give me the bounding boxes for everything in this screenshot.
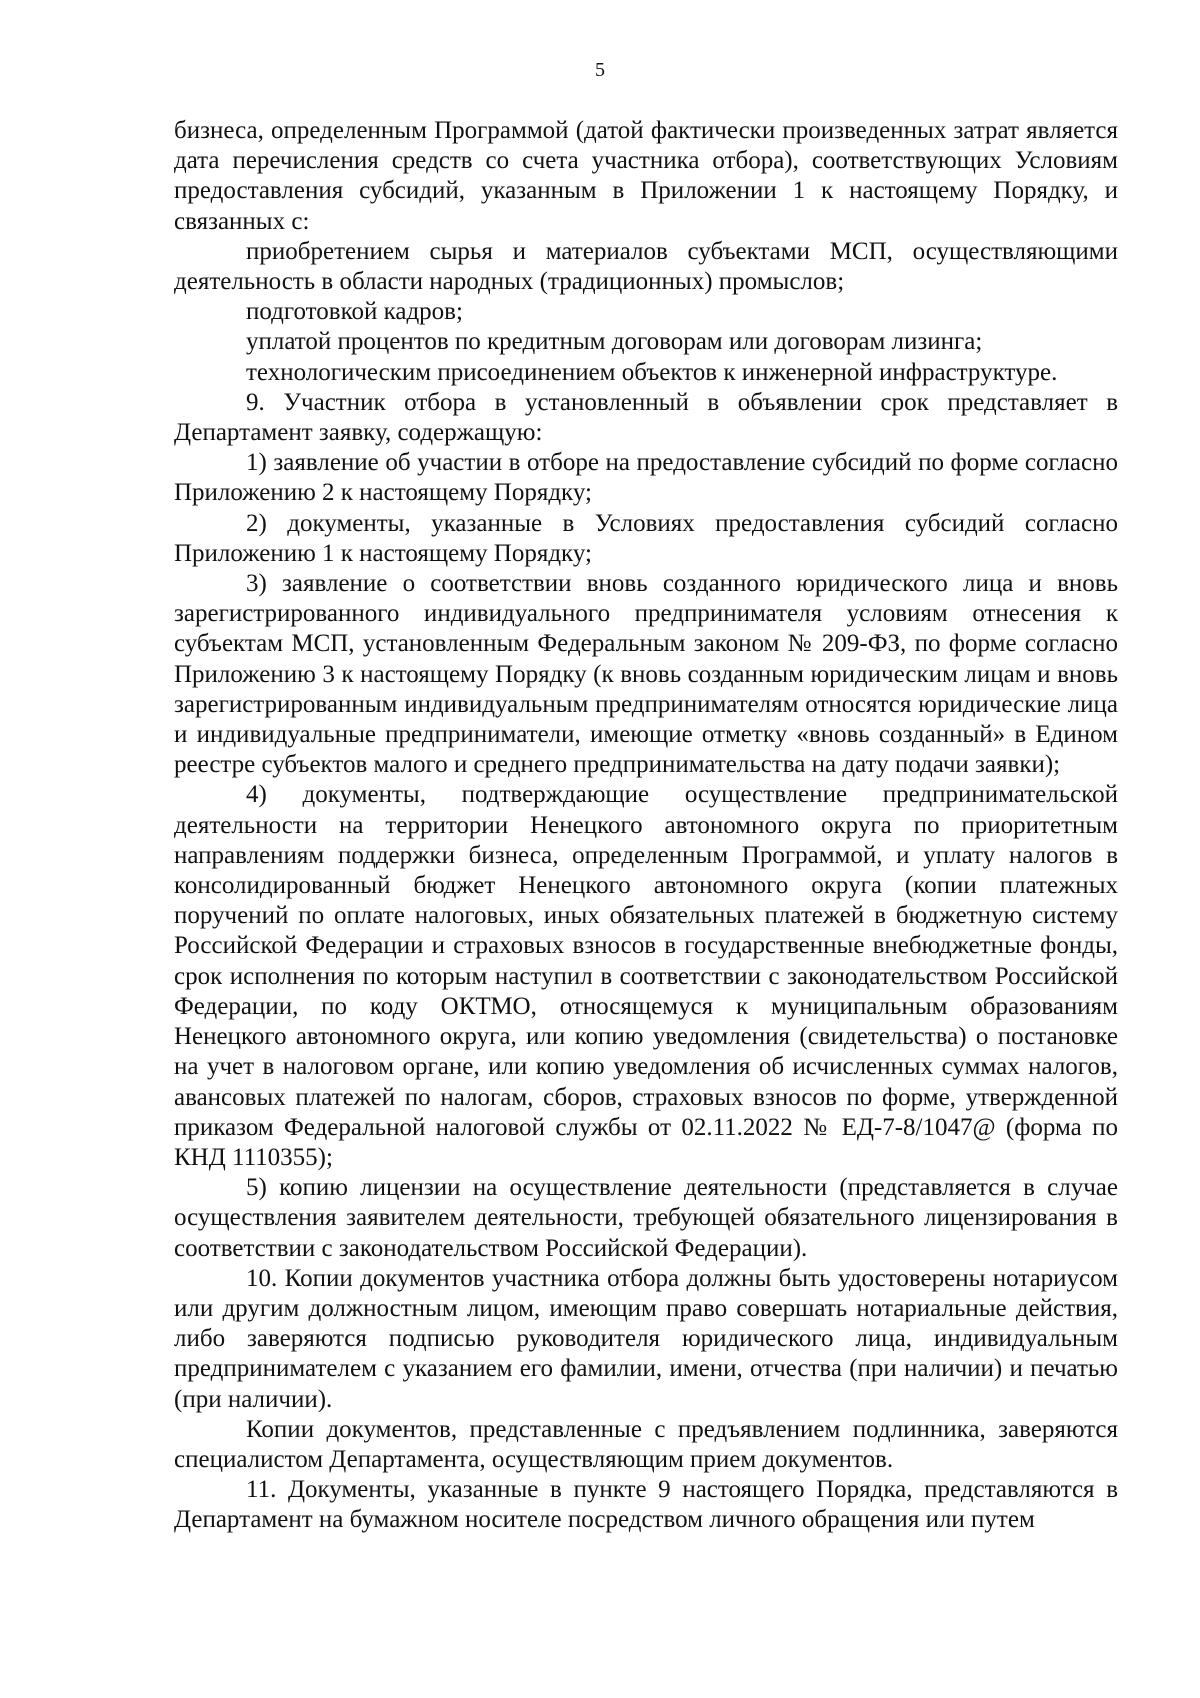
list-item-5: 5) копию лицензии на осуществление деятельности (представляется в случае осуществления заявителем деятельности, требующей обязательного лицензирования в соответствии с законодательством Российской Федерации). (174, 1174, 1118, 1262)
clause-9: 9. Участник отбора в установленный в объявлении срок представляет в Департамент заявку, содержащую: (174, 388, 1118, 447)
paragraph: подготовкой кадров; (246, 298, 463, 326)
page-number: 5 (595, 59, 605, 81)
clause-10: 10. Копии документов участника отбора должны быть удостоверены нотариусом или другим должностным лицом, имеющим право совершать нотариальные действия, либо заверяются подписью руководителя юридического лица, индивидуальным предпринимателем с указанием его фамилии, имени, отчества (при наличии) и печатью (при наличии). (174, 1264, 1118, 1413)
list-item-1: 1) заявление об участии в отборе на предоставление субсидий по форме согласно Приложению 2 к настоящему Порядку; (174, 449, 1118, 507)
paragraph: приобретением сырья и материалов субъектами МСП, осуществляющими деятельность в области народных (традиционных) промыслов; (174, 237, 1118, 296)
paragraph: технологическим присоединением объектов к инженерной инфраструктуре. (246, 358, 1058, 386)
document-body (174, 116, 1118, 1536)
list-item-4: 4) документы, подтверждающие осуществление предпринимательской деятельности на территории Ненецкого автономного округа по приоритетным направлениям поддержки бизнеса, определенным Программой, и уплату налогов в консолидированный бюджет Ненецкого автономного округа (копии платежных поручений по оплате налоговых, иных обязательных платежей в бюджетную систему Российской Федерации и страховых взносов в государственные внебюджетные фонды, срок исполнения по которым наступил в соответствии с законодательством Российской Федерации, по коду ОКТМО, относящемуся к муниципальным образованиям Ненецкого автономного округа, или копию уведомления (свидетельства) о постановке на учет в налоговом органе, или копию уведомления об исчисленных суммах налогов, авансовых платежей по налогам, сборов, страховых взносов по форме, утвержденной приказом Федеральной налоговой службы от 02.11.2022 № ЕД-7-8/1047@ (форма по КНД 1110355); (174, 781, 1118, 1171)
clause-11: 11. Документы, указанные в пункте 9 настоящего Порядка, представляются в Департамент на бумажном носителе посредством личного обращения или путем (174, 1476, 1118, 1534)
paragraph: Копии документов, представленные с предъявлением подлинника, заверяются специалистом Департамента, осуществляющим прием документов. (174, 1415, 1118, 1473)
list-item-3: 3) заявление о соответствии вновь созданного юридического лица и вновь зарегистрированного индивидуального предпринимателя условиям отнесения к субъектам МСП, установленным Федеральным законом № 209-ФЗ, по форме согласно Приложению 3 к настоящему Порядку (к вновь созданным юридическим лицам и вновь зарегистрированным индивидуальным предпринимателям относятся юридические лица и индивидуальные предприниматели, имеющие отметку «вновь созданный» в Едином реестре субъектов малого и среднего предпринимательства на дату подачи заявки); (174, 570, 1118, 779)
paragraph: уплатой процентов по кредитным договорам или договорам лизинга; (246, 328, 983, 356)
list-item-2: 2) документы, указанные в Условиях предоставления субсидий согласно Приложению 1 к настоящему Порядку; (174, 509, 1118, 567)
paragraph: бизнеса, определенным Программой (датой фактически произведенных затрат является дата перечисления средств со счета участника отбора), соответствующих Условиям предоставления субсидий, указанным в Приложении 1 к настоящему Порядку, и связанных с: (174, 117, 1118, 235)
